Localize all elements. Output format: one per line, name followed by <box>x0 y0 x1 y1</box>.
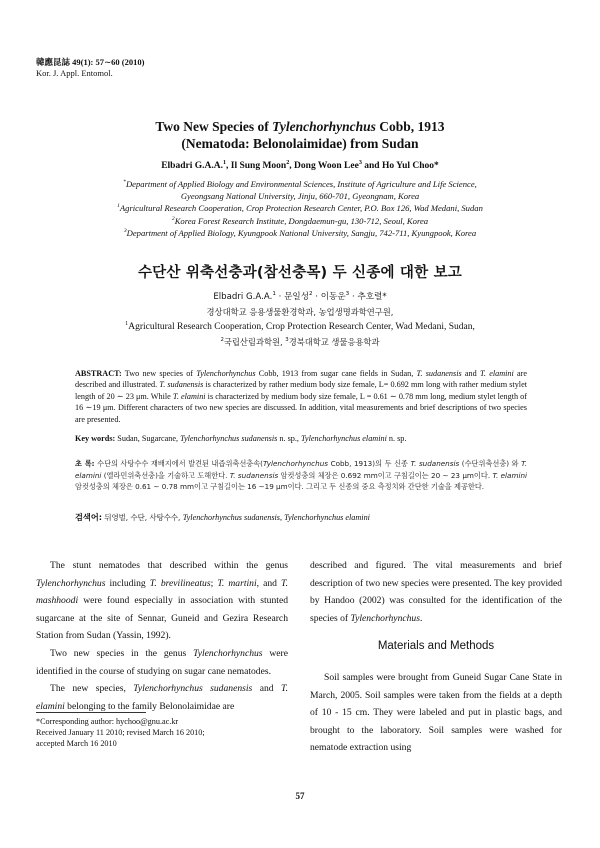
title-subtitle: (Nematoda: Belonolaimidae) from Sudan <box>181 136 419 151</box>
korean-title: 수단산 위축선충과(참선충목) 두 신종에 대한 보고 <box>137 265 463 281</box>
affil-mark: * <box>123 179 126 186</box>
species-name: T. sudanensis <box>229 470 279 480</box>
korean-author-list <box>0 290 600 302</box>
author-name: Elbadri G.A.A. <box>161 161 223 171</box>
body-text: , and <box>256 577 281 589</box>
species-name: Tylenchorhynchus <box>193 647 263 659</box>
author-name: · 추호렬* <box>349 292 387 302</box>
separator: and <box>361 161 382 171</box>
section-heading: Materials and Methods <box>377 640 495 652</box>
abstract-text: (수단위축선충) 와 <box>459 459 522 468</box>
footnote <box>36 717 205 749</box>
species-name: T. elamini <box>479 369 514 378</box>
accepted-date: accepted March 16 2010 <box>36 738 117 748</box>
body-text: were identified in the course of studying on sugar cane nematodes. <box>36 647 288 677</box>
abstract-label: ABSTRACT: <box>75 369 122 378</box>
title-genus: Tylenchorhynchus <box>272 119 376 134</box>
title-text: Two New Species of <box>155 119 273 134</box>
abstract-text: 수단의 사탕수수 재배지에서 발견된 내즙위축선충속( <box>94 459 263 468</box>
body-text: including <box>105 577 150 589</box>
body-right-column <box>310 557 562 627</box>
author-name: Dong Woon Lee <box>294 161 359 171</box>
author-name: Il Sung Moon <box>230 161 287 171</box>
species-name: Tylenchorhynchus elamini <box>284 513 370 522</box>
korean-abstract <box>75 458 527 493</box>
affil-text: Agricultural Research Cooperation, Crop Protection Research Center, Wad Medani, Sudan, <box>128 322 475 332</box>
body-text: ; <box>210 577 218 589</box>
abstract-text: Two new species of <box>121 369 197 378</box>
footnote-divider <box>36 712 146 713</box>
abstract <box>75 368 527 425</box>
species-name: T. mashhoodi <box>36 577 289 607</box>
affil-mark: 2 <box>220 337 224 344</box>
species-name: Tylenchorhynchus <box>350 612 420 624</box>
author-sup: 3 <box>345 291 350 298</box>
affil-text: 국립산림과학원, <box>223 337 286 347</box>
species-name: T. brevilineatus <box>149 577 211 589</box>
species-name: T. martini <box>217 577 257 589</box>
abstract-text: Cobb, 1913 from sugar cane fields in Sudan, <box>255 369 417 378</box>
abstract-text: Cobb, 1913)의 두 신종 <box>328 459 411 468</box>
body-right-column-methods <box>310 669 562 757</box>
affil-mark: 3 <box>285 337 289 344</box>
body-text: The new species, <box>50 683 134 695</box>
affil-text: Korea Forest Research Institute, Dongdaemun-gu, 130-712, Seoul, Korea <box>174 215 429 226</box>
body-text: described and figured. The vital measurements and brief description of two new species were presented. The key provided by Handoo (2002) was consulted for the identification of the species of <box>310 560 562 624</box>
keywords-text: n. sp., <box>277 434 301 443</box>
author-name: · 문일성 <box>275 292 309 302</box>
affil-mark: 2 <box>171 215 175 222</box>
page-number: 57 <box>295 791 305 801</box>
body-text: . <box>419 612 423 624</box>
paragraph <box>36 680 288 715</box>
species-name: T. elamini <box>75 459 527 480</box>
species-name: Tylenchorhynchus sudanensis <box>182 513 280 522</box>
abstract-text: are described and illustrated. <box>75 369 527 390</box>
keywords-label: Key words: <box>75 434 116 443</box>
author-sup: 3 <box>358 159 362 166</box>
affiliations <box>30 178 570 239</box>
species-name: Tylenchorhynchus sudanensis <box>180 434 278 443</box>
affil-text: Agricultural Research Cooperation, Crop Protection Research Center, P.O. Box 126, Wad Medani, Sudan <box>119 203 483 214</box>
species-name: Tylenchorhynchus <box>262 459 328 468</box>
author-sup: 1 <box>222 159 227 166</box>
species-name: T. sudanensis <box>159 380 204 390</box>
received-dates: Received January 11 2010; revised March 16 2010; <box>36 727 205 737</box>
separator: , <box>226 161 231 171</box>
corresponding-author: *Corresponding author: hychoo@gnu.ac.kr <box>36 717 179 726</box>
paragraph: Soil samples were brought from Guneid Sugar Cane State in March, 2005. Soil samples were taken from the fields at a depth of 10 - 15 cm. They were labeled and put in plastic bags, and brought to the laboratory. Soil samples were washed for nematode extraction using <box>310 672 562 754</box>
abstract-text: 암컷성충의 체장은 0.692 mm이고 구침길이는 20 ∼ 23 μm이다. <box>278 470 493 480</box>
abstract-text: is characterized by medium body size female, L = 0.61 ∼ 0.78 mm long, medium stylet length of 16 ∼19 μm. Different characters of two new species are discussed. In addition, vital measurements and brief descriptions of two species are presented. <box>75 391 527 424</box>
author-name: · 이동운 <box>312 292 346 302</box>
species-name: Tylenchorhynchus sudanensis <box>133 683 253 695</box>
keywords-text: Sudan, Sugarcane, <box>115 434 181 443</box>
affil-text: Department of Applied Biology, Kyungpook National University, Sangju, 742-711, Kyungpook, Korea <box>126 227 477 238</box>
paper-title <box>0 118 600 152</box>
korean-abstract-label: 초 록: <box>75 459 95 468</box>
author-name: Ho Yul Choo* <box>381 161 439 171</box>
species-name: Tylenchorhynchus <box>196 369 256 378</box>
affil-text: Department of Applied Biology and Environmental Sciences, Institute of Agriculture and Life Science, <box>125 179 477 189</box>
paragraph <box>36 557 288 645</box>
korean-affiliations <box>30 305 570 350</box>
keywords-text: n. sp. <box>386 434 407 443</box>
affil-mark: 3 <box>123 227 127 234</box>
species-name: T. sudanensis <box>410 459 460 468</box>
body-text: belonging to the family Belonolaimidae are <box>64 700 235 712</box>
affil-text: 경상대학교 응용생물환경학과, 농업생명과학연구원, <box>206 307 394 317</box>
keywords-text: 뒤영벌, 수단, 사탕수수, <box>102 513 183 522</box>
korean-keywords-label: 검색어: <box>75 512 103 522</box>
korean-keywords <box>75 512 527 523</box>
title-text: Cobb, 1913 <box>375 119 445 134</box>
species-name: T. elamini <box>492 470 527 480</box>
species-name: T. sudanensis <box>416 369 462 378</box>
journal-citation <box>36 57 144 79</box>
author-list <box>0 161 600 171</box>
body-text: were found especially in association with stunted sugarcane at the site of Sennar, Guneid and Gezira Research Station from Sudan (Yassin, 1992). <box>36 595 288 642</box>
paragraph <box>36 645 288 680</box>
paragraph <box>310 557 562 627</box>
body-left-column <box>36 557 288 715</box>
body-text: and <box>252 683 281 695</box>
journal-name-english: Kor. J. Appl. Entomol. <box>36 68 113 78</box>
author-name: Elbadri G.A.A. <box>213 292 273 302</box>
species-name: T. elamini <box>36 683 288 712</box>
abstract-text: is characterized by rather medium body size female, L= 0.692 mm long with rather medium stylet length of 20 ∼ 23 μm. While <box>75 380 527 401</box>
journal-name-korean: 韓應昆誌 49(1): 57∼60 (2010) <box>36 57 145 67</box>
affil-text: Gyeongsang National University, Jinju, 660-701, Gyeongnam, Korea <box>180 191 420 202</box>
affil-mark: 1 <box>125 320 129 327</box>
abstract-text: 암컷성충의 체장은 0.61 ∼ 0.78 mm이고 구침길이는 16 ∼19 μm이다. 그리고 두 신종의 중요 측정치와 간단한 기술을 제공한다. <box>75 482 485 492</box>
species-name: Tylenchorhynchus <box>36 577 106 589</box>
separator: , <box>279 513 285 522</box>
abstract-text: and <box>461 369 480 378</box>
abstract-text: (엘라민위축선충)을 기술하고 도해한다. <box>101 470 230 480</box>
keywords <box>75 434 527 443</box>
species-name: Tylenchorhynchus elamini <box>300 434 387 443</box>
author-sup: 2 <box>286 159 290 166</box>
species-name: T. elamini <box>172 391 206 401</box>
author-sup: 2 <box>309 291 313 298</box>
separator: , <box>289 161 295 171</box>
body-text: The stunt nematodes that described within the genus <box>50 560 288 571</box>
body-text: Two new species in the genus <box>50 647 194 659</box>
affil-mark: 1 <box>117 203 120 210</box>
affil-text: 경북대학교 생물응용학과 <box>288 337 380 347</box>
author-sup: 1 <box>272 291 276 298</box>
